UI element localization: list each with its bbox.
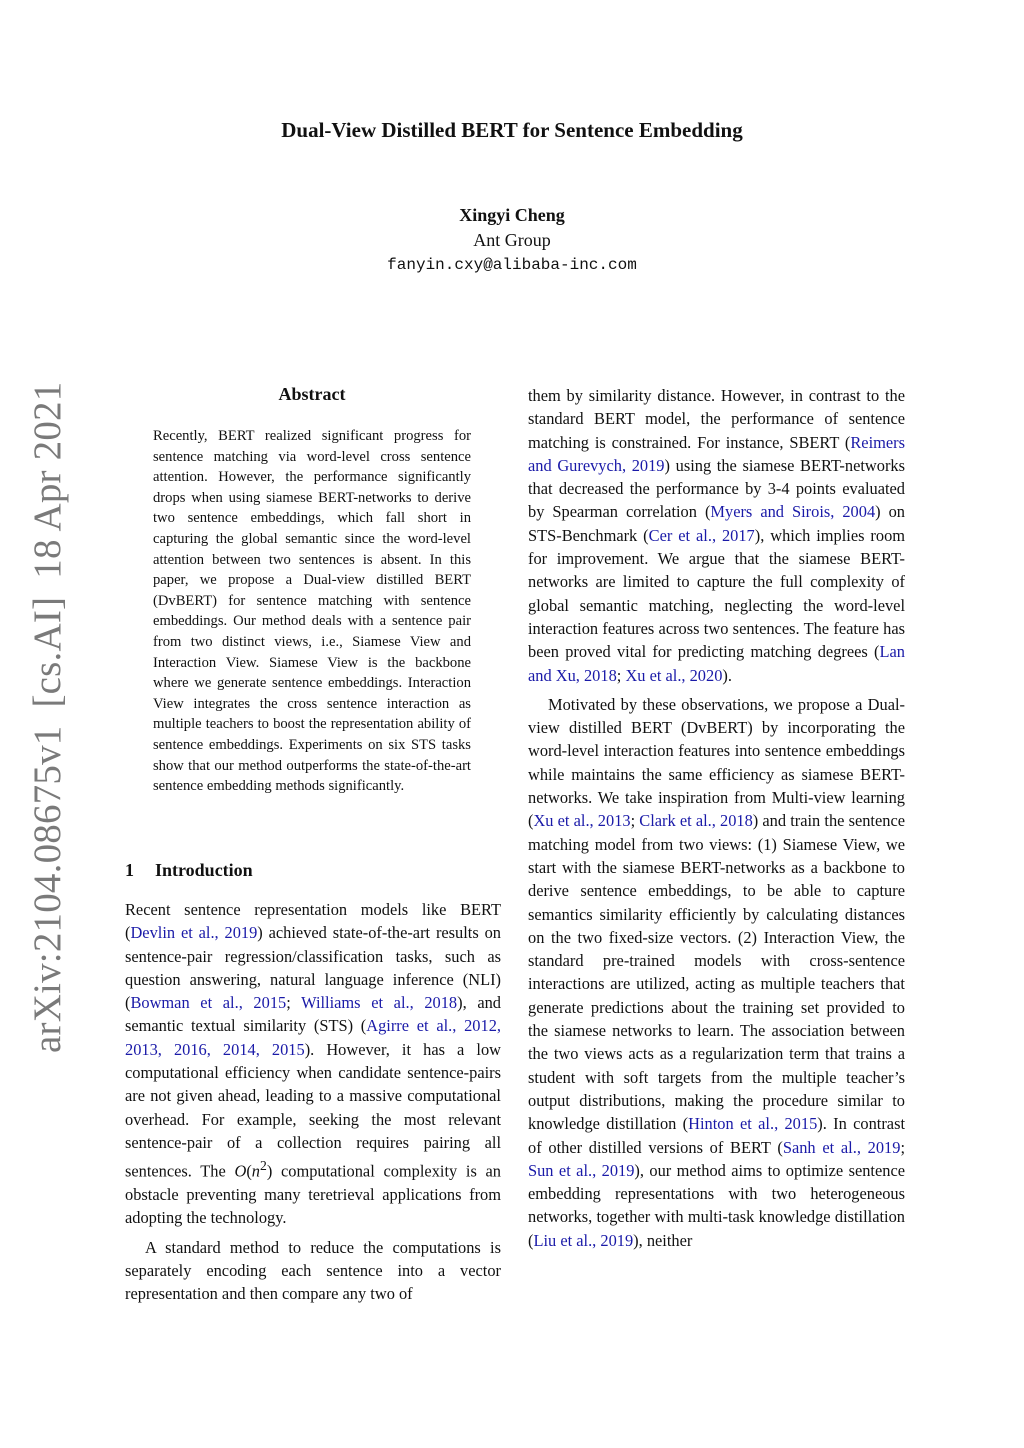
text-run: ) achieved state-of-the-art results on sentence-pair regression/classification tasks, such as question answering, natural language inference (NLI) ( [125, 923, 501, 1013]
text-run: ; [900, 1137, 905, 1157]
author-block [0, 203, 1024, 278]
arxiv-date: 18 Apr 2021 [26, 381, 69, 579]
citation-link[interactable]: Hinton et al., 2015 [688, 1114, 818, 1134]
text-run: ; [616, 665, 626, 685]
math-exponent: 2 [260, 1158, 267, 1174]
intro-paragraph-2: A standard method to reduce the computations is separately encoding each sentence into a vector representation and then compare any two of [125, 1237, 501, 1304]
text-run: computational complexity is an obstacle preventing many teretrieval applications from adopting the technology. [125, 1161, 501, 1228]
citation-link[interactable]: Bowman et al., 2015 [130, 993, 287, 1013]
text-run: ) using the siamese BERT-networks that decreased the performance by 3-4 points evaluated by Spearman correlation ( [528, 455, 905, 522]
text-run: ; [286, 993, 302, 1013]
text-run: ; [630, 811, 640, 831]
citation-link[interactable]: Xu et al., 2020 [625, 665, 723, 685]
citation-link[interactable]: Cer et al., 2017 [648, 525, 755, 545]
math-paren-open: ( [246, 1161, 252, 1181]
citation-link[interactable]: Xu et al., 2013 [533, 811, 631, 831]
math-big-o: O [234, 1161, 247, 1181]
author-name: Xingyi Cheng [459, 205, 565, 225]
text-run: ), our method aims to optimize sentence embedding representations with two heterogeneous networks, together with multi-task knowledge distillation ( [528, 1160, 906, 1250]
text-run: Recent sentence representation models like BERT ( [125, 900, 501, 943]
abstract-heading: Abstract [278, 384, 346, 404]
citation-link[interactable]: Clark et al., 2018 [639, 811, 753, 831]
arxiv-id: arXiv:2104.08675v1 [26, 725, 69, 1053]
text-run: ) on STS-Benchmark ( [528, 502, 906, 545]
citation-link[interactable]: Reimers and Gurevych, 2019 [528, 432, 905, 475]
text-run: them by similarity distance. However, in contrast to the standard BERT model, the performance of sentence matching is constrained. For instance, SBERT ( [528, 386, 905, 452]
text-run: ). [722, 665, 732, 685]
citation-link[interactable]: Sanh et al., 2019 [782, 1137, 901, 1157]
citation-link[interactable]: Devlin et al., 2019 [130, 923, 258, 943]
citation-link[interactable]: Liu et al., 2019 [533, 1230, 634, 1250]
author-affiliation: Ant Group [473, 230, 551, 250]
citation-link[interactable]: Myers and Sirois, 2004 [710, 502, 876, 522]
text-run: Motivated by these observations, we propose a Dual-view distilled BERT (DvBERT) by incorporating the word-level interaction features into sentence embeddings while maintains the same efficiency as siamese BERT-networks. We take inspiration from Multi-view learning ( [528, 694, 905, 831]
math-n: n [251, 1161, 260, 1181]
arxiv-watermark [25, 381, 70, 1053]
section-title: Introduction [155, 860, 253, 880]
arxiv-category: [cs.AI] [26, 596, 69, 708]
intro-paragraph-1 [125, 898, 501, 1230]
citation-link[interactable]: Sun et al., 2019 [528, 1160, 635, 1180]
citation-link[interactable]: Agirre et al., 2012, 2013, 2016, 2014, 2015 [125, 1016, 501, 1059]
text-run: ). However, it has a low computational efficiency when candidate sentence-pairs are not given ahead, leading to a massive computational overhead. For example, seeking the most relevant sentence-pair of a collection requires pairing all sentences. The [125, 1039, 502, 1181]
author-email: fanyin.cxy@alibaba-inc.com [387, 256, 637, 274]
text-run: ). In contrast of other distilled versions of BERT ( [528, 1114, 905, 1157]
paper-title: Dual-View Distilled BERT for Sentence Embedding [281, 118, 743, 142]
intro-paragraph-3 [528, 384, 905, 687]
math-paren-close: ) [266, 1161, 273, 1181]
left-column-body [125, 898, 501, 1306]
right-column-body [528, 384, 905, 1252]
intro-paragraph-4 [528, 693, 905, 1252]
text-run: ), and semantic textual similarity (STS) ( [125, 993, 501, 1036]
section-number: 1 [125, 860, 134, 880]
abstract-text: Recently, BERT realized significant progress for sentence matching via word-level cross sentence attention. However, the performance significantly drops when using siamese BERT-networks to derive two sentence embeddings, which fall short in capturing the global semantic since the word-level attention between two sentences is absent. In this paper, we propose a Dual-view distilled BERT (DvBERT) for sentence matching with sentence embeddings. Our method deals with a sentence pair from two distinct views, i.e., Siamese View and Interaction View. Siamese View is the backbone where we generate sentence embeddings. Interaction View integrates the cross sentence interaction as multiple teachers to boost the representation ability of sentence embeddings. Experiments on six STS tasks show that our method outperforms the state-of-the-art sentence embedding methods significantly. [153, 428, 471, 795]
text-run: ) and train the sentence matching model from two views: (1) Siamese View, we start with the siamese BERT-networks as a backbone to derive sentence embeddings, to be able to capture semantics similarity efficiently by calculating distances on the two fixed-size vectors. (2) Interaction View, the standard pre-trained models with cross-sentence interactions are utilized, acting as multiple teachers that generate predictions about the training set provided to the siamese networks to learn. The association between the two views acts as a regularization term that trains a student with soft targets from the multiple teacher’s output distributions, making the procedure similar to knowledge distillation ( [528, 811, 905, 1134]
text-run: ), neither [633, 1230, 693, 1250]
citation-link[interactable]: Lan and Xu, 2018 [528, 642, 905, 685]
text-run: ), which implies room for improvement. We argue that the siamese BERT-networks are limited to capture the full complexity of global semantic matching, neglecting the word-level interaction features across two sentences. The feature has been proved vital for predicting matching degrees ( [528, 525, 906, 662]
section-heading-introduction [125, 860, 253, 881]
citation-link[interactable]: Williams et al., 2018 [301, 993, 458, 1013]
